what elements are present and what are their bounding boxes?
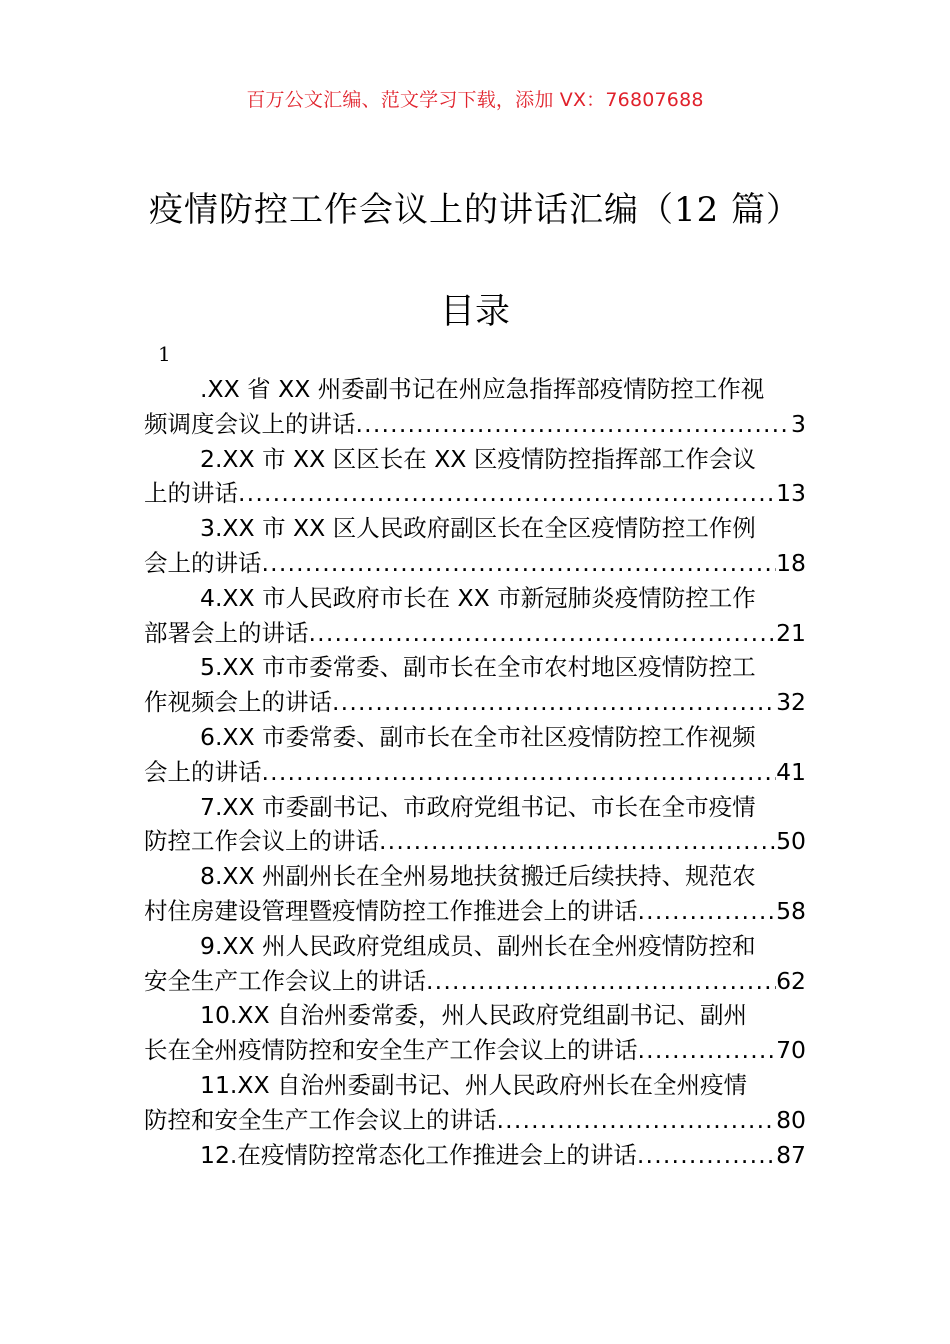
- toc-entry-title-line: 8.XX 州副州长在全州易地扶贫搬迁后续扶持、规范农: [200, 862, 756, 891]
- toc-leader-dots: [332, 685, 776, 720]
- toc-entry[interactable]: [144, 581, 806, 651]
- toc-entry[interactable]: [144, 650, 806, 720]
- toc-entry-title-tail: 防控工作会议上的讲话: [144, 827, 379, 856]
- toc-page-number: 70: [776, 1036, 806, 1065]
- toc-leader-dots: [309, 616, 777, 651]
- toc-entry[interactable]: [144, 372, 806, 442]
- toc-entry[interactable]: [144, 1138, 806, 1173]
- toc-entry[interactable]: [144, 998, 806, 1068]
- toc-page-number: 87: [776, 1140, 806, 1169]
- toc-entry-title-tail: 会上的讲话: [144, 548, 262, 577]
- toc-leader-dots: [356, 407, 792, 442]
- toc-leader-dots: [379, 824, 776, 859]
- toc-page-number: 62: [776, 966, 806, 995]
- toc-entry-title-line: 7.XX 市委副书记、市政府党组书记、市长在全市疫情: [200, 792, 756, 821]
- toc-leader-dots: [238, 476, 776, 511]
- toc-entry-title-tail: 12.在疫情防控常态化工作推进会上的讲话: [200, 1140, 637, 1169]
- toc-entry-title-line: 3.XX 市 XX 区人民政府副区长在全区疫情防控工作例: [200, 514, 756, 543]
- toc-entry-title-tail: 长在全州疫情防控和安全生产工作会议上的讲话: [144, 1036, 638, 1065]
- toc-entry-title-tail: 安全生产工作会议上的讲话: [144, 966, 426, 995]
- toc-leader-dots: [638, 894, 777, 929]
- toc-entry-title-tail: 村住房建设管理暨疫情防控工作推进会上的讲话: [144, 896, 638, 925]
- toc-page-number: 50: [776, 827, 806, 856]
- title-number: 12: [673, 190, 720, 230]
- toc-page-number: 80: [776, 1105, 806, 1134]
- toc-entry[interactable]: [144, 720, 806, 790]
- toc-heading: 目录: [439, 292, 510, 332]
- toc-page-number: 13: [776, 479, 806, 508]
- toc-entry[interactable]: [144, 511, 806, 581]
- toc-page-number: 58: [776, 896, 806, 925]
- toc-entry-title-tail: 频调度会议上的讲话: [144, 409, 356, 438]
- toc-entry-title-tail: 作视频会上的讲话: [144, 688, 332, 717]
- toc-entry[interactable]: [144, 1068, 806, 1138]
- toc-entry-title-line: 6.XX 市委常委、副市长在全市社区疫情防控工作视频: [200, 722, 756, 751]
- toc-entry-title-tail: 部署会上的讲话: [144, 618, 309, 647]
- header-note: 百万公文汇编、范文学习下载，添加 VX：76807688: [246, 89, 704, 111]
- toc-page-number: 18: [776, 548, 806, 577]
- document-title: [0, 182, 950, 231]
- toc-page-number: 41: [776, 757, 806, 786]
- toc-leader-dots: [262, 755, 777, 790]
- toc-entry-title-line: 4.XX 市人民政府市长在 XX 市新冠肺炎疫情防控工作: [200, 583, 756, 612]
- toc-entry-title-line: 10.XX 自治州委常委，州人民政府党组副书记、副州: [200, 1001, 748, 1030]
- toc-entry-title-line: 9.XX 州人民政府党组成员、副州长在全州疫情防控和: [200, 931, 756, 960]
- toc-entry[interactable]: [144, 790, 806, 860]
- toc-leader-dots: [637, 1138, 776, 1173]
- toc-leader-dots: [426, 964, 776, 999]
- toc-leader-dots: [262, 546, 777, 581]
- toc-entry-title-tail: 防控和安全生产工作会议上的讲话: [144, 1105, 497, 1134]
- toc-page-number: 32: [776, 688, 806, 717]
- toc-entry-title-line: 5.XX 市市委常委、副市长在全市农村地区疫情防控工: [200, 653, 756, 682]
- page-marker: 1: [158, 342, 171, 366]
- table-of-contents: [144, 372, 806, 1172]
- toc-page-number: 3: [791, 409, 806, 438]
- toc-entry[interactable]: [144, 859, 806, 929]
- toc-leader-dots: [638, 1033, 777, 1068]
- toc-entry-title-tail: 会上的讲话: [144, 757, 262, 786]
- toc-entry-title-line: 2.XX 市 XX 区区长在 XX 区疫情防控指挥部工作会议: [200, 444, 756, 473]
- toc-page-number: 21: [776, 618, 806, 647]
- toc-entry-title-line: .XX 省 XX 州委副书记在州应急指挥部疫情防控工作视: [200, 375, 765, 403]
- title-text-after: 篇）: [719, 190, 802, 230]
- toc-leader-dots: [497, 1103, 777, 1138]
- toc-entry[interactable]: [144, 442, 806, 512]
- toc-entry-title-tail: 上的讲话: [144, 479, 238, 508]
- toc-entry[interactable]: [144, 929, 806, 999]
- toc-entry-title-line: 11.XX 自治州委副书记、州人民政府州长在全州疫情: [200, 1070, 748, 1099]
- title-text-before: 疫情防控工作会议上的讲话汇编（: [148, 190, 674, 230]
